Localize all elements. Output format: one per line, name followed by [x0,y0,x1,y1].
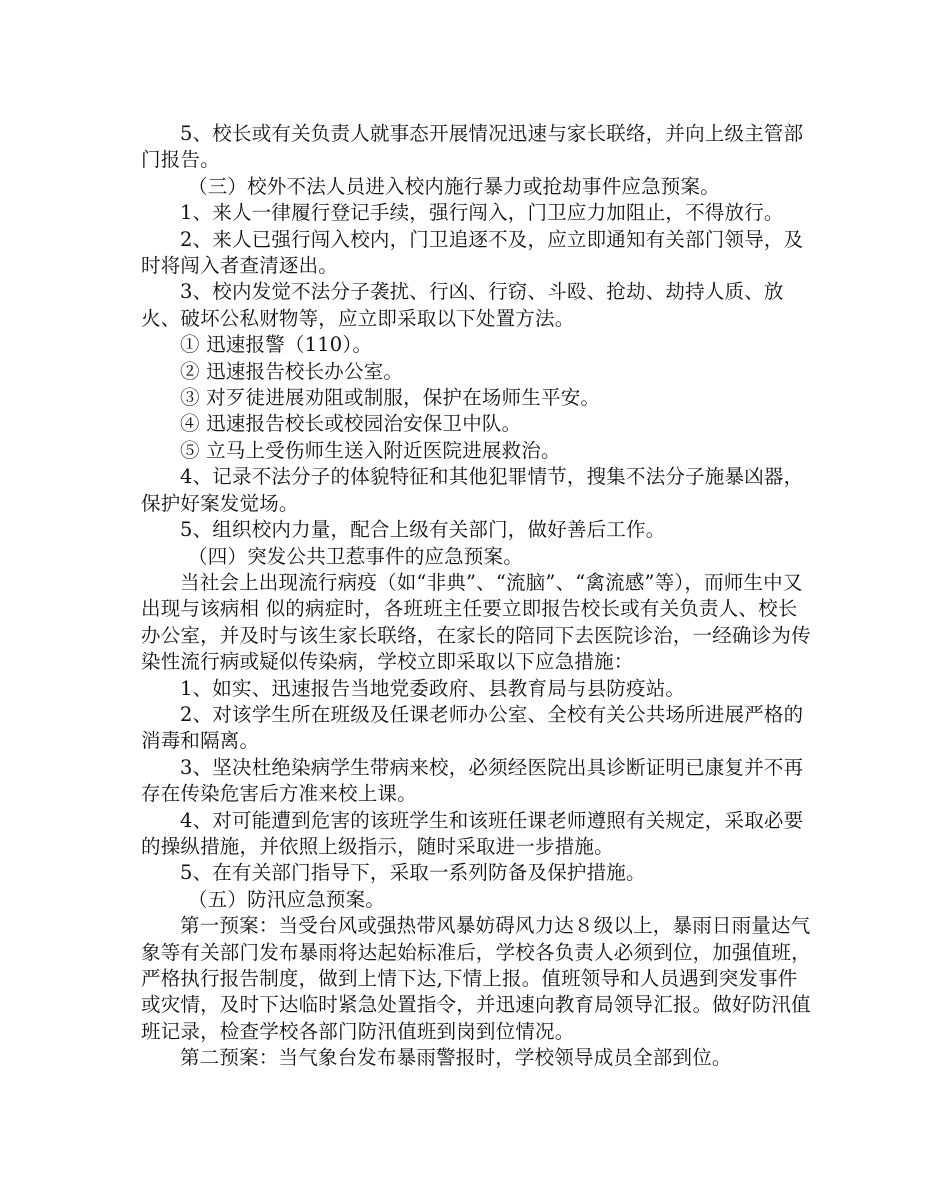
list-item: ① 迅速报警（110）。 [180,333,373,357]
paragraph: 2、来人已强行闯入校内，门卫追逐不及，应立即通知有关部门领导，及时将闯入者查清逐出。 [141,227,804,278]
paragraph: 1、如实、迅速报告当地党委政府、县教育局与县防疫站。 [180,676,686,700]
list-item: ⑤ 立马上受伤师生送入附近医院进展救治。 [180,438,561,462]
paragraph: 第二预案：当气象台发布暴雨警报时，学校领导成员全部到位。 [180,1046,732,1070]
paragraph: 4、记录不法分子的体貌特征和其他犯罪情节，搜集不法分子施暴凶器，保护好案发觉场。 [141,465,804,515]
paragraph: 5、组织校内力量，配合上级有关部门，做好善后工作。 [180,518,666,542]
paragraph: 第一预案：当受台风或强热带风暴妨碍风力达８级以上，暴雨日雨量达气象等有关部门发布暴雨将达起始标准后，学校各负责人必须到位，加强值班，严格执行报告制度，做到上情下达,下情上报。值班领导和人员遇到突发事件或灾情，及时下达临时紧急处置指令，并迅速向教育局领导汇报。做好防汛值班记录，检查学校各部门防汛值班到岗到位情况。 [141,914,811,1043]
paragraph: 5、在有关部门指导下，采取一系列防备及保护措施。 [180,861,646,885]
paragraph: 3、坚决杜绝染病学生带病来校，必须经医院出具诊断证明已康复并不再存在传染危害后方准来校上课。 [141,755,804,806]
list-item: ④ 迅速报告校长或校园治安保卫中队。 [180,412,522,436]
document-body [141,121,817,1072]
paragraph: 4、对可能遭到危害的该班学生和该班任课老师遵照有关规定，采取必要的操纵措施，并依照上级指示，随时采取进一步措施。 [141,808,804,858]
paragraph: 当社会上出现流行病疫（如“非典”、“流脑”、“禽流感”等），而师生中又出现与该病相 似的病症时，各班班主任要立即报告校长或有关负责人、校长办公室，并及时与该生家长联络，在家长的陪同下去医院诊治，一经确诊为传染性流行病或疑似传染病，学校立即采取以下应急措施： [141,570,811,674]
section-heading: （五）防汛应急预案。 [188,887,386,911]
paragraph: 2、对该学生所在班级及任课老师办公室、全校有关公共场所进展严格的消毒和隔离。 [141,702,804,753]
section-heading: （四）突发公共卫惹事件的应急预案。 [188,544,523,568]
paragraph: 3、校内发觉不法分子袭扰、行凶、行窃、斗殴、抢劫、劫持人质、放火、破坏公私财物等，应立即采取以下处置方法。 [141,280,784,330]
paragraph: 1、来人一律履行登记手续，强行闯入，门卫应力加阻止，不得放行。 [180,201,784,225]
section-heading: （三）校外不法人员进入校内施行暴力或抢劫事件应急预案。 [188,174,720,198]
list-item: ② 迅速报告校长办公室。 [180,359,404,383]
paragraph: 5、校长或有关负责人就事态开展情况迅速与家长联络，并向上级主管部门报告。 [141,122,804,172]
list-item: ③ 对歹徒进展劝阻或制服，保护在场师生平安。 [180,386,601,410]
